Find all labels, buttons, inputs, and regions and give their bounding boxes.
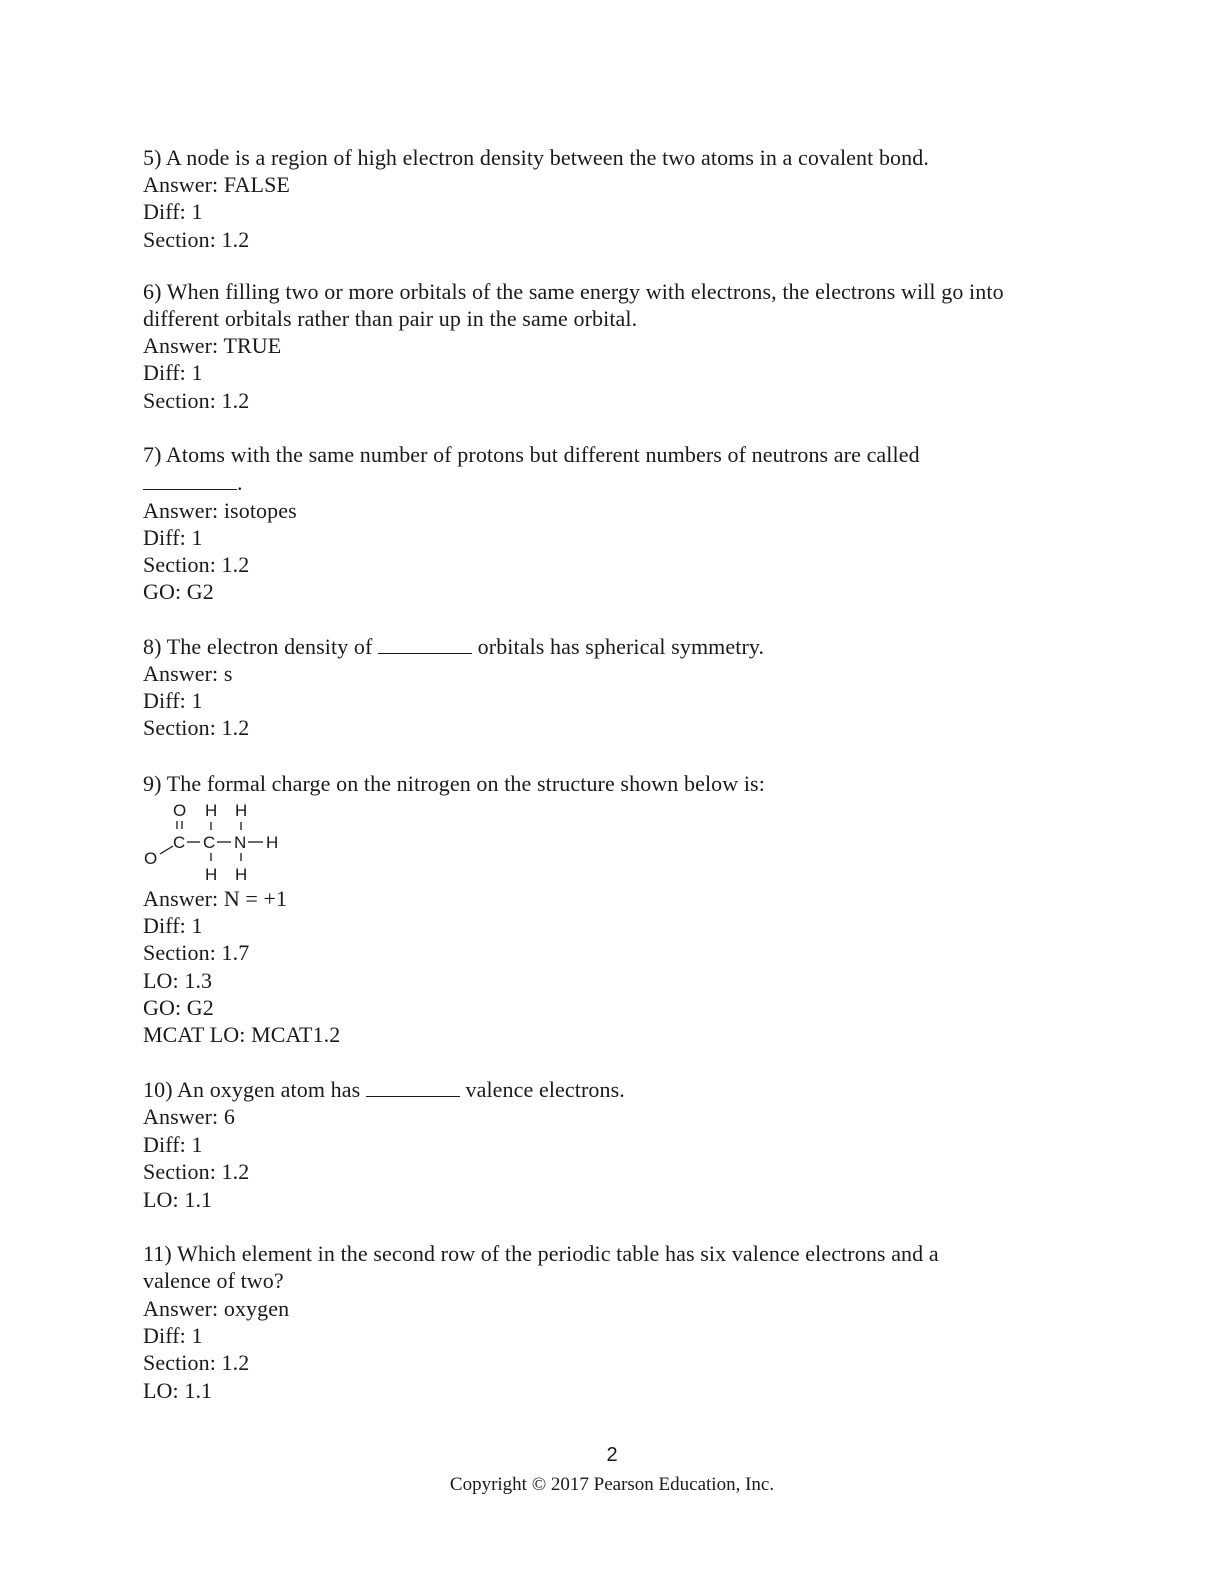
question-9-section: Section: 1.7 [143,940,250,965]
question-7-text: 7) Atoms with the same number of protons but different numbers of neutrons are called [143,442,920,467]
question-6-answer: Answer: TRUE [143,333,282,358]
question-8-text-after: orbitals has spherical symmetry. [472,634,765,659]
atom-h-bottom-2: H [235,865,248,884]
question-8-answer: Answer: s [143,661,233,686]
atom-o-left: O [144,849,158,868]
question-7-section: Section: 1.2 [143,552,250,577]
question-8-text-before: 8) The electron density of [143,634,379,659]
question-8-section: Section: 1.2 [143,715,250,740]
fill-in-blank [378,635,472,654]
atom-c1: C [173,833,186,852]
bond-o-c1 [160,846,173,854]
question-5-answer: Answer: FALSE [143,172,290,197]
question-10-text-after: valence electrons. [459,1077,625,1102]
question-11-text-line1: 11) Which element in the second row of the periodic table has six valence electrons and a [143,1241,939,1266]
atom-o-top: O [173,801,187,820]
atom-h-right: H [266,833,279,852]
question-11-text-line2: valence of two? [143,1268,284,1293]
question-11-section: Section: 1.2 [143,1350,250,1375]
atom-c2: C [203,833,216,852]
question-7-diff: Diff: 1 [143,525,203,550]
question-10-text [143,1076,625,1103]
fill-in-blank [143,471,237,490]
question-9-mcat-lo: MCAT LO: MCAT1.2 [143,1022,341,1047]
question-7-blank-line [143,469,243,496]
question-5-section: Section: 1.2 [143,227,250,252]
question-9-lo: LO: 1.3 [143,968,213,993]
fill-in-blank [366,1078,460,1097]
question-5-text: 5) A node is a region of high electron density between the two atoms in a covalent bond. [143,145,929,170]
question-9-text: 9) The formal charge on the nitrogen on the structure shown below is: [143,771,765,796]
copyright-notice: Copyright © 2017 Pearson Education, Inc. [449,1474,775,1495]
question-10-section: Section: 1.2 [143,1159,250,1184]
question-6-text-line2: different orbitals rather than pair up in the same orbital. [143,306,638,331]
question-7-blank-suffix: . [237,470,243,495]
question-8-diff: Diff: 1 [143,688,203,713]
atom-n: N [234,833,247,852]
question-9-go: GO: G2 [143,995,214,1020]
question-11-diff: Diff: 1 [143,1323,203,1348]
question-9-answer: Answer: N = +1 [143,886,288,911]
question-6-diff: Diff: 1 [143,360,203,385]
page-number: 2 [606,1444,618,1466]
atom-h-top-2: H [235,801,248,820]
question-9-diff: Diff: 1 [143,913,203,938]
question-11-lo: LO: 1.1 [143,1378,213,1403]
question-8-text [143,633,764,660]
question-11-answer: Answer: oxygen [143,1296,290,1321]
atom-h-top-1: H [205,801,218,820]
question-7-go: GO: G2 [143,579,214,604]
question-10-diff: Diff: 1 [143,1132,203,1157]
question-7-answer: Answer: isotopes [143,498,297,523]
question-6-section: Section: 1.2 [143,388,250,413]
question-10-lo: LO: 1.1 [143,1187,213,1212]
question-10-text-before: 10) An oxygen atom has [143,1077,366,1102]
question-5-diff: Diff: 1 [143,199,203,224]
question-10-answer: Answer: 6 [143,1104,235,1129]
question-6-text-line1: 6) When filling two or more orbitals of the same energy with electrons, the electrons will go into [143,279,1004,304]
glycine-zwitterion-structure [140,794,300,886]
atom-h-bottom-1: H [205,865,218,884]
